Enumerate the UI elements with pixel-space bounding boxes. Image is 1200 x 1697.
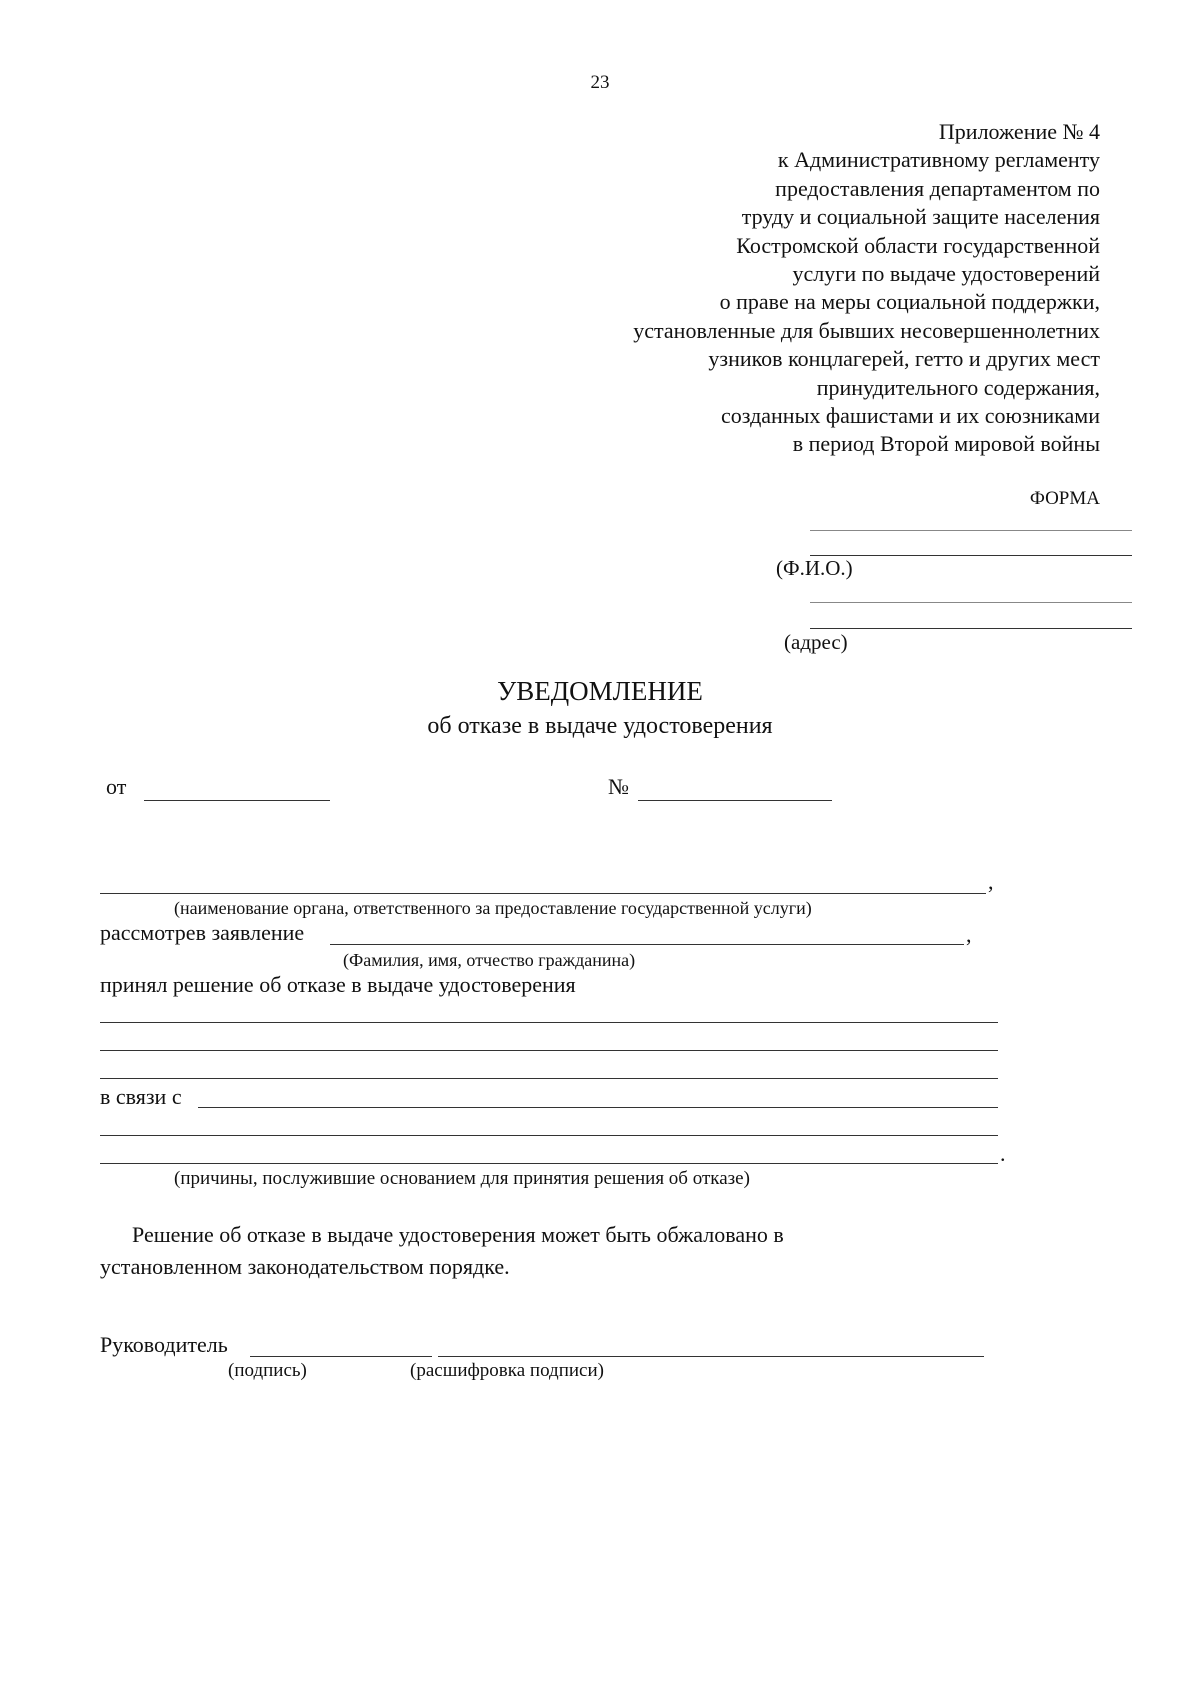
reason-blank-line-3: [100, 1163, 998, 1164]
organ-caption: (наименование органа, ответственного за предоставление государственной услуги): [174, 898, 812, 918]
date-blank-line: [144, 800, 330, 801]
organ-comma: ,: [988, 869, 994, 894]
date-label: от: [106, 774, 127, 799]
organ-blank-line: [100, 893, 986, 894]
appendix-line: о праве на меры социальной поддержки,: [719, 289, 1100, 315]
decision-blank-line-3: [100, 1078, 998, 1079]
number-label: №: [608, 774, 629, 799]
head-label: Руководитель: [100, 1332, 228, 1357]
appeal-note-line: установленном законодательством порядке.: [100, 1254, 510, 1279]
final-period: .: [1000, 1141, 1006, 1166]
page-number: 23: [590, 72, 610, 93]
fio-caption: (Ф.И.О.): [776, 556, 853, 580]
due-to-label: в связи с: [100, 1084, 182, 1109]
appendix-line: установленные для бывших несовершеннолетних: [633, 317, 1100, 343]
decoding-blank-line: [438, 1356, 984, 1357]
address-caption: (адрес): [784, 630, 848, 654]
reason-blank-line-2: [100, 1135, 998, 1136]
reasons-caption: (причины, послужившие основанием для принятия решения об отказе): [174, 1168, 750, 1189]
document-subtitle: об отказе в выдаче удостоверения: [427, 713, 773, 739]
appendix-line: труду и социальной защите населения: [741, 204, 1100, 230]
decision-text: принял решение об отказе в выдаче удостоверения: [100, 972, 576, 997]
address-blank-line-2: [810, 628, 1132, 629]
document-title: УВЕДОМЛЕНИЕ: [497, 676, 703, 706]
address-blank-line-1: [810, 602, 1132, 603]
appeal-note-line: Решение об отказе в выдаче удостоверения может быть обжаловано в: [132, 1222, 784, 1247]
citizen-blank-line: [330, 944, 964, 945]
decoding-caption: (расшифровка подписи): [410, 1360, 604, 1381]
appendix-line: услуги по выдаче удостоверений: [792, 261, 1100, 287]
fio-blank-line-2: [810, 555, 1132, 556]
considered-label: рассмотрев заявление: [100, 920, 305, 945]
considered-comma: ,: [966, 922, 972, 947]
number-blank-line: [638, 800, 832, 801]
appendix-header: [633, 118, 1100, 459]
appeal-note: [100, 1219, 784, 1283]
appendix-line: принудительного содержания,: [816, 374, 1100, 400]
appendix-line: в период Второй мировой войны: [792, 431, 1100, 457]
citizen-caption: (Фамилия, имя, отчество гражданина): [343, 950, 636, 970]
appendix-line: к Административному регламенту: [777, 147, 1100, 173]
appendix-line: созданных фашистами и их союзниками: [721, 403, 1100, 429]
reason-blank-line-1: [198, 1107, 998, 1108]
fio-blank-line-1: [810, 530, 1132, 531]
signature-blank-line: [250, 1356, 432, 1357]
form-label: ФОРМА: [1029, 488, 1100, 509]
signature-caption: (подпись): [228, 1360, 307, 1381]
appendix-line: Приложение № 4: [938, 119, 1100, 144]
appendix-line: предоставления департаментом по: [775, 175, 1100, 201]
appendix-line: Костромской области государственной: [736, 232, 1100, 258]
appendix-line: узников концлагерей, гетто и других мест: [708, 346, 1100, 372]
decision-blank-line-2: [100, 1050, 998, 1051]
decision-blank-line-1: [100, 1022, 998, 1023]
